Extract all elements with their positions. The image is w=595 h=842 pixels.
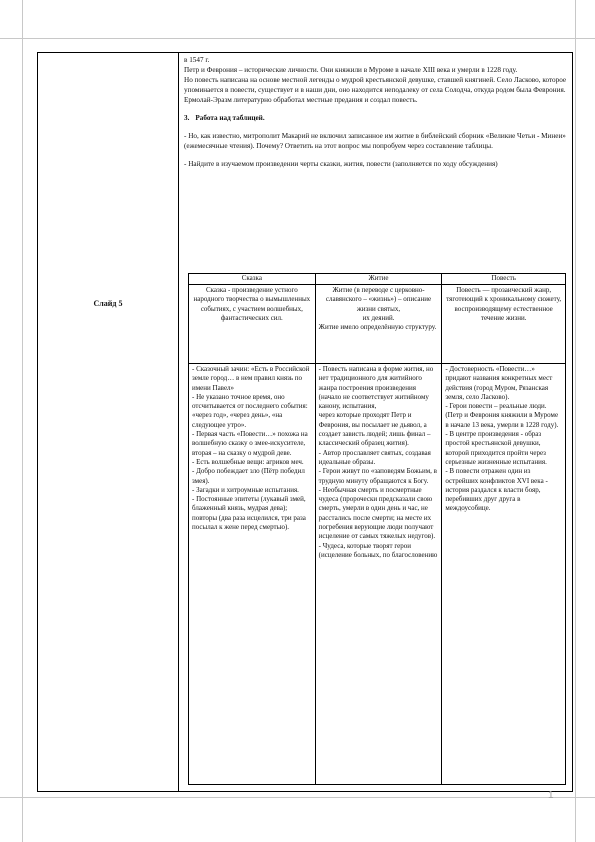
povest-item: - Герои повести – реальные люди. (Петр и Феврония княжили в Муроме в начале 13 века, умерли в 1228 году). xyxy=(445,402,559,429)
slide-label: Слайд 5 xyxy=(93,299,123,308)
zhitie-item: - Необычная смерть и посмертные чудеса (пророчески предсказали свою смерть, умерли в один день и час, не расстались после смерти; на месте их погребения верующие люди получают исцеление от самых тяжелых недугов). xyxy=(318,485,436,541)
section-title: Работа над таблицей. xyxy=(195,114,265,122)
question-paragraph: - Но, как известно, митрополит Макарий не включил записанное им житие в библейский сборник «Великие Четьи - Минеи» (ежемесячные чтения). Почему? Ответить на этот вопрос мы попробуем через составление таблицы. xyxy=(184,132,566,150)
skazka-item: - Загадки и хитроумные испытания. xyxy=(192,485,299,494)
features-zhitie xyxy=(315,364,442,785)
section-heading xyxy=(184,113,568,123)
definition-row xyxy=(189,285,566,364)
genre-comparison-table xyxy=(188,273,566,785)
zhitie-item: - Герои живут по «заповедям Божьим, в трудную минуту обращаются к Богу. xyxy=(318,467,437,485)
column-divider xyxy=(178,53,179,791)
paragraph-author: Ермолай-Эразм литературно обработал местные предания и создал повесть. xyxy=(184,96,418,104)
features-skazka xyxy=(189,364,316,785)
page-margin-bottom-line xyxy=(0,797,595,798)
page-number: 1 xyxy=(548,790,554,801)
definition-povest: Повесть — прозаический жанр, тяготеющий к хроникальному сюжету, воспроизводящему естественное течение жизни. xyxy=(442,285,566,364)
task-paragraph: - Найдите в изучаемом произведении черты сказки, жития, повести (заполняется по ходу обсуждения) xyxy=(184,160,498,168)
features-row xyxy=(189,364,566,785)
header-zhitie: Житие xyxy=(315,274,442,285)
definition-zhitie-text: Житие (в переводе с церковно-славянского – «жизнь») – описание жизни святых, xyxy=(325,286,432,313)
lesson-plan-table xyxy=(37,52,573,792)
skazka-item: - Сказочный зачин: «Есть в Российской земле город… в нем правил князь по имени Павел» xyxy=(192,365,310,392)
skazka-item: - Есть волшебные вещи: агриков меч. xyxy=(192,457,304,466)
povest-item: - В повести отражен один из острейших конфликтов XVI века - история раздался к власти бояр, перебивших друг друга в междоусобице. xyxy=(445,467,548,513)
zhitie-item: - Повесть написана в форме жития, но нет традиционного для житийного жанра построения произведения (начало не соответствует житийному канону, испытания, xyxy=(318,365,434,411)
skazka-item: - Добро побеждает зло (Пётр победил змея). xyxy=(192,467,305,485)
zhitie-item: через которые проходят Петр и Феврония, вы посылает не дьявол, а создает зависть людей; лишь финал – классический образец жития). xyxy=(318,411,431,448)
page-margin-top-line xyxy=(0,38,595,39)
definition-zhitie xyxy=(315,285,442,364)
povest-item: - Достоверность «Повести…» придают названия конкретных мест действия (город Муром, Рязанская земля, село Ласково). xyxy=(445,365,553,401)
features-povest xyxy=(442,364,566,785)
paragraph-date: в 1547 г. xyxy=(184,56,210,64)
header-povest: Повесть xyxy=(442,274,566,285)
paragraph-legend: Но повесть написана на основе местной легенды о мудрой крестьянской девушке, ставшей княгиней. Село Ласково, которое упоминается в повести, существует и в наши дни, оно находится неподалеку от села Солодча, откуда родом была Феврония. xyxy=(184,76,567,94)
definition-zhitie-deeds: их деяний. xyxy=(362,313,395,322)
definition-zhitie-structure: Житие имело определённую структуру. xyxy=(318,323,437,332)
povest-item: - В центре произведения - образ простой крестьянской девушки, которой приходится пройти через серьезные жизненные испытания. xyxy=(445,430,547,466)
skazka-item: - Не указано точное время, оно отсчитывается от последнего события: «через год», «через день», «на следующее утро». xyxy=(192,392,308,429)
skazka-item: - Постоянные эпитеты (лукавый змей, блаженный князь, мудрая дева); повторы (два раза исцелился, три раза посылал к жене перед смертью). xyxy=(192,495,306,532)
page-margin-left-line xyxy=(22,0,23,842)
zhitie-item: - Автор прославляет святых, создавая идеальные образы. xyxy=(318,448,431,466)
paragraph-historical: Петр и Феврония – исторические личности. Они княжили в Муроме в начале XIII века и умерли в 1228 году. xyxy=(184,66,518,74)
skazka-item: - Первая часть «Повести…» похожа на волшебную сказку о змее-искусителе, вторая – на сказку о мудрой деве. xyxy=(192,430,308,457)
section-number: 3. xyxy=(184,114,190,122)
table-header-row xyxy=(189,274,566,285)
header-skazka: Сказка xyxy=(189,274,316,285)
lesson-content xyxy=(184,55,568,559)
definition-skazka: Сказка - произведение устного народного творчества о вымышленных событиях, с участием волшебных, фантастических сил. xyxy=(189,285,316,364)
zhitie-item: - Чудеса, которые творят герои (исцеление больных, по благословению xyxy=(318,541,438,559)
page-margin-right-line xyxy=(575,0,576,842)
